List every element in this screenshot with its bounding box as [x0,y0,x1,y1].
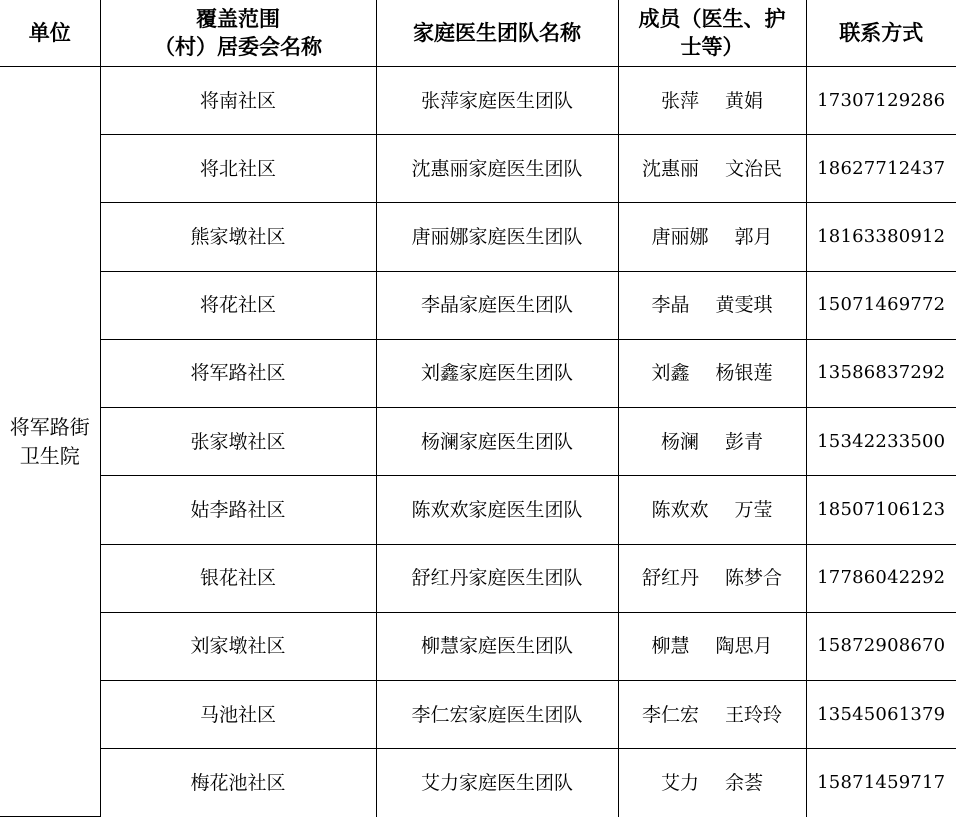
table-row [0,203,956,271]
table-row [0,339,956,407]
members-cell [618,408,806,476]
members-cell [618,680,806,748]
member-doctor: 张萍 [660,89,699,112]
phone-cell: 15871459717 [806,749,956,817]
member-nurse: 王玲玲 [725,703,783,726]
member-doctor: 李仁宏 [641,703,699,726]
team-cell: 张萍家庭医生团队 [376,67,618,135]
members-cell [618,544,806,612]
members-cell [618,476,806,544]
member-nurse: 黄娟 [725,89,764,112]
member-doctor: 李晶 [651,294,690,317]
unit-cell [0,67,100,817]
unit-line2: 卫生院 [19,443,80,468]
members-cell [618,67,806,135]
member-doctor: 艾力 [660,771,699,794]
team-cell: 陈欢欢家庭医生团队 [376,476,618,544]
member-doctor: 刘鑫 [651,362,690,385]
header-team: 家庭医生团队名称 [376,0,618,67]
header-contact: 联系方式 [806,0,956,67]
table-row [0,67,956,135]
phone-cell: 18627712437 [806,135,956,203]
team-cell: 唐丽娜家庭医生团队 [376,203,618,271]
table-row [0,135,956,203]
header-members-line2: 士等） [680,34,744,59]
members-cell [618,612,806,680]
team-cell: 沈惠丽家庭医生团队 [376,135,618,203]
members-cell [618,271,806,339]
members-cell [618,749,806,817]
team-cell: 刘鑫家庭医生团队 [376,339,618,407]
header-members-line1: 成员（医生、护 [638,6,786,31]
community-cell: 将军路社区 [100,339,376,407]
team-cell: 柳慧家庭医生团队 [376,612,618,680]
unit-line1: 将军路街 [9,414,90,439]
community-cell: 张家墩社区 [100,408,376,476]
phone-cell: 18163380912 [806,203,956,271]
phone-cell: 15342233500 [806,408,956,476]
community-cell: 将北社区 [100,135,376,203]
header-coverage-line2: （村）居委会名称 [154,34,322,59]
table-row [0,476,956,544]
header-coverage [100,0,376,67]
member-doctor: 舒红丹 [641,567,699,590]
member-doctor: 唐丽娜 [651,226,709,249]
phone-cell: 15071469772 [806,271,956,339]
table-row [0,544,956,612]
header-members [618,0,806,67]
community-cell: 将花社区 [100,271,376,339]
community-cell: 熊家墩社区 [100,203,376,271]
table-row [0,271,956,339]
phone-cell: 18507106123 [806,476,956,544]
community-cell: 梅花池社区 [100,749,376,817]
table-row [0,749,956,817]
phone-cell: 13545061379 [806,680,956,748]
table-row [0,408,956,476]
phone-cell: 13586837292 [806,339,956,407]
member-doctor: 柳慧 [651,635,690,658]
member-nurse: 万莹 [734,498,773,521]
team-cell: 艾力家庭医生团队 [376,749,618,817]
table-row [0,612,956,680]
member-nurse: 杨银莲 [715,362,773,385]
members-cell [618,135,806,203]
community-cell: 姑李路社区 [100,476,376,544]
header-coverage-line1: 覆盖范围 [196,6,280,31]
member-nurse: 黄雯琪 [715,294,773,317]
team-cell: 李仁宏家庭医生团队 [376,680,618,748]
team-cell: 李晶家庭医生团队 [376,271,618,339]
community-cell: 将南社区 [100,67,376,135]
member-doctor: 陈欢欢 [651,498,709,521]
table-row [0,680,956,748]
member-nurse: 郭月 [734,226,773,249]
member-nurse: 彭青 [725,430,764,453]
members-cell [618,203,806,271]
community-cell: 马池社区 [100,680,376,748]
community-cell: 刘家墩社区 [100,612,376,680]
member-nurse: 陶思月 [715,635,773,658]
member-doctor: 杨澜 [660,430,699,453]
member-nurse: 文治民 [725,157,783,180]
members-cell [618,339,806,407]
phone-cell: 17307129286 [806,67,956,135]
community-cell: 银花社区 [100,544,376,612]
team-cell: 杨澜家庭医生团队 [376,408,618,476]
phone-cell: 15872908670 [806,612,956,680]
phone-cell: 17786042292 [806,544,956,612]
header-unit: 单位 [0,0,100,67]
member-doctor: 沈惠丽 [641,157,699,180]
team-cell: 舒红丹家庭医生团队 [376,544,618,612]
member-nurse: 余荟 [725,771,764,794]
header-row [0,0,956,67]
member-nurse: 陈梦合 [725,567,783,590]
